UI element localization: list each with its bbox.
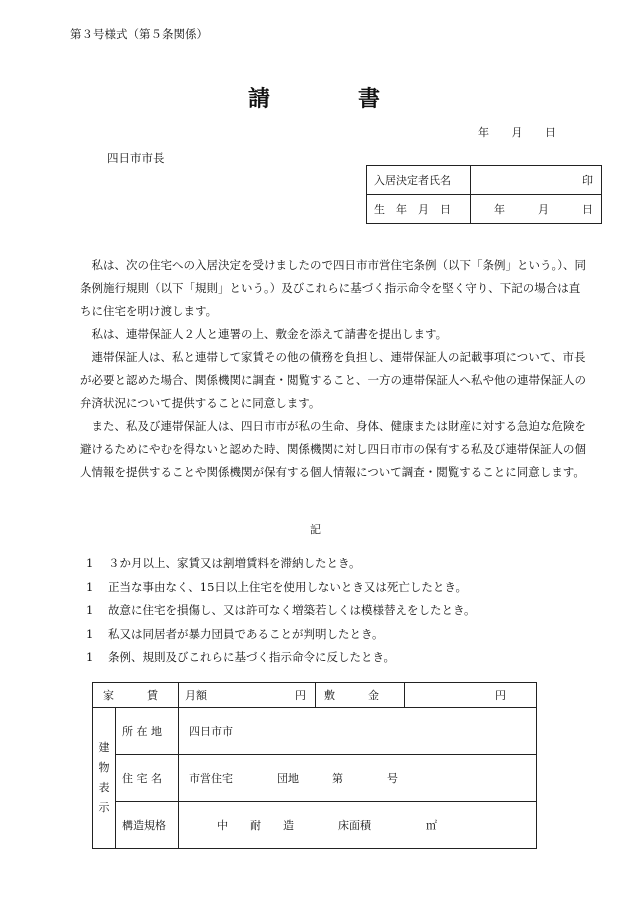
building-table [92, 682, 537, 849]
seal-mark[interactable]: 印 [471, 166, 602, 195]
structure-field[interactable]: 中 耐 造 床面積 ㎡ [179, 802, 537, 849]
page-title-right: 書 [358, 86, 381, 112]
conditions-list [86, 552, 476, 670]
housing-name-field[interactable]: 市営住宅 団地 第 号 [179, 755, 537, 802]
housing-name-label: 住 宅 名 [116, 755, 179, 802]
item-number: 1 [86, 556, 94, 570]
item-number: 1 [86, 603, 94, 618]
item-text: 条例、規則及びこれらに基づく指示命令に反したとき。 [108, 650, 396, 665]
rent-field[interactable]: 月額 円 [179, 683, 316, 708]
body-text [80, 254, 590, 484]
paragraph-1: 私は、次の住宅への入居決定を受けましたので四日市市営住宅条例（以下「条例」という。）、同条例施行規則（以下「規則」という。）及びこれらに基づく指示命令を堅く守り、下記の場合は直ちに住宅を明け渡します。 [80, 258, 586, 318]
item-text: 正当な事由なく、15日以上住宅を使用しないとき又は死亡したとき。 [108, 579, 467, 594]
applicant-name-label: 入居決定者氏名 [367, 166, 471, 195]
list-item [86, 646, 476, 670]
deposit-field[interactable]: 円 [405, 683, 537, 708]
addressee: 四日市市長 [107, 151, 165, 165]
day-label: 日 [545, 126, 556, 139]
structure-label: 構造規格 [116, 802, 179, 849]
page-title-left: 請 [248, 86, 271, 112]
paragraph-4: また、私及び連帯保証人は、四日市市が私の生命、身体、健康または財産に対する急迫な危険を避けるためにやむを得ないと認めた時、関係機関に対し四日市市の保有する私及び連帯保証人の個人情報を提供することや関係機関が保有する個人情報について調査・閲覧することに同意します。 [80, 419, 586, 479]
year-label: 年 [478, 126, 489, 139]
applicant-box [366, 165, 602, 224]
list-item [86, 552, 476, 576]
paragraph-3: 連帯保証人は、私と連帯して家賃その他の債務を負担し、連帯保証人の記載事項について、市長が必要と認めた場合、関係機関に調査・閲覧すること、一方の連帯保証人へ私や他の連帯保証人の弁済状況について提供することに同意します。 [80, 350, 586, 410]
paragraph-2: 私は、連帯保証人２人と連署の上、敷金を添えて請書を提出します。 [80, 327, 448, 341]
rent-label: 家 賃 [93, 683, 179, 708]
item-number: 1 [86, 626, 94, 641]
building-side-label: 建 物 表 示 [93, 708, 116, 849]
ki-heading: 記 [310, 523, 321, 536]
item-number: 1 [86, 650, 94, 665]
deposit-label: 敷 金 [316, 683, 405, 708]
location-field[interactable]: 四日市市 [179, 708, 537, 755]
item-text: 私又は同居者が暴力団員であることが判明したとき。 [108, 626, 384, 641]
date-line [478, 124, 575, 140]
list-item [86, 599, 476, 623]
birth-date-label: 生 年 月 日 [367, 195, 471, 224]
list-item [86, 623, 476, 647]
item-text: ３か月以上、家賃又は割増賃料を滞納したとき。 [108, 556, 361, 570]
list-item [86, 576, 476, 600]
birth-date-field[interactable]: 年 月 日 [471, 195, 602, 224]
location-label: 所 在 地 [116, 708, 179, 755]
form-number: 第３号様式（第５条関係） [70, 27, 208, 41]
item-text: 故意に住宅を損傷し、又は許可なく増築若しくは模様替えをしたとき。 [108, 603, 476, 618]
item-number: 1 [86, 579, 94, 594]
month-label: 月 [511, 126, 523, 139]
